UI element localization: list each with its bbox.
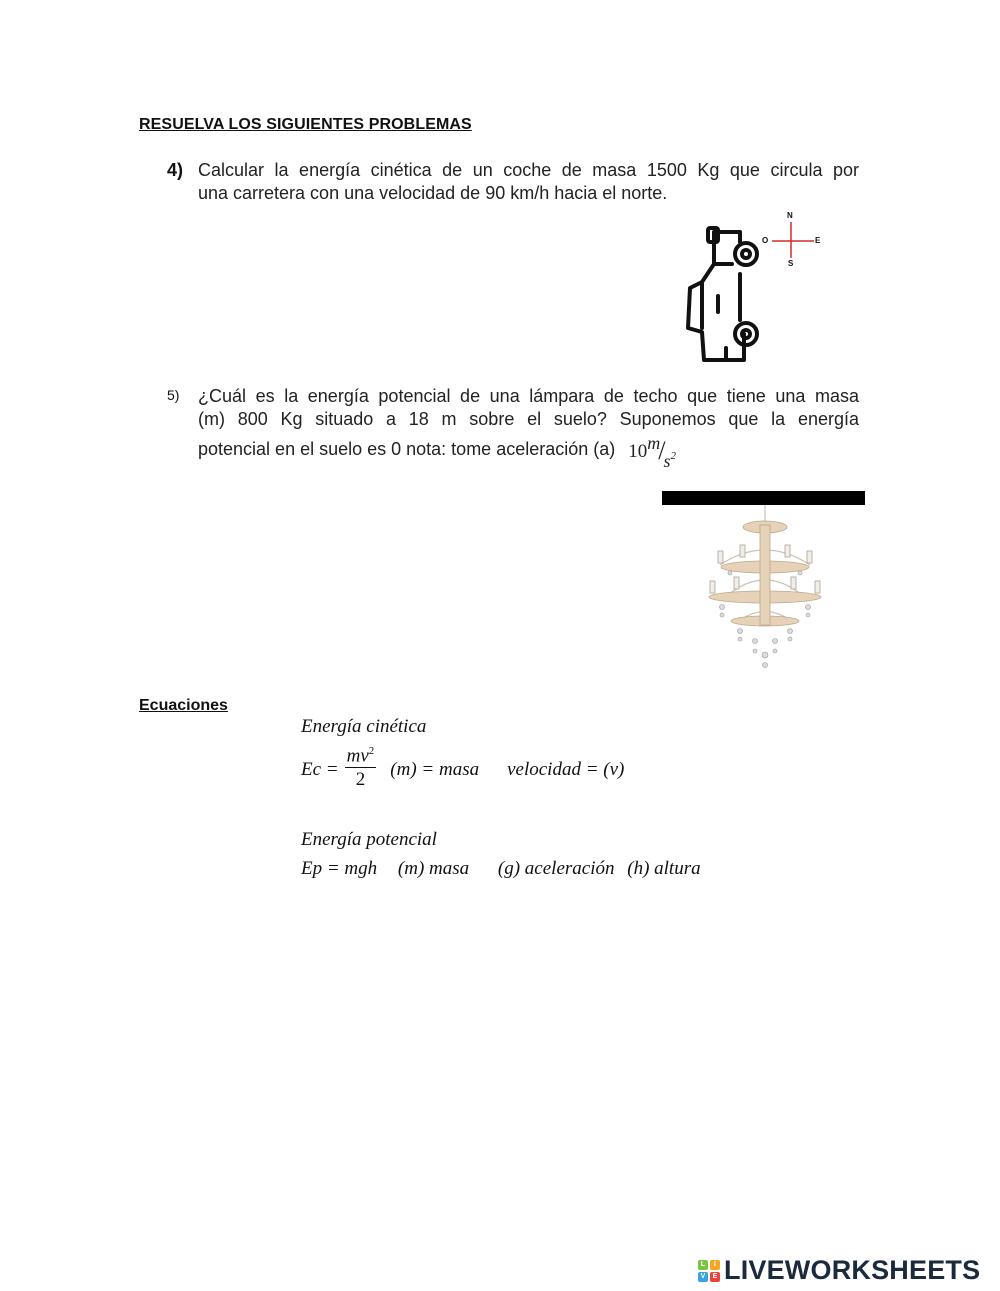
kinetic-lhs: Ec = [301, 759, 339, 781]
problem-4-number: 4) [167, 160, 184, 180]
car-icon [682, 224, 762, 366]
liveworksheets-logo [698, 1255, 980, 1286]
problem-5-line-3-text: potencial en el suelo es 0 nota: tome aceleración (a) [198, 439, 616, 459]
problem-4-line-2: una carretera con una velocidad de 90 km/h hacia el norte. [198, 183, 668, 203]
compass-west: O [762, 236, 769, 245]
compass-north: N [787, 211, 793, 220]
potential-accel-def: (g) aceleración [497, 858, 615, 879]
problem-5-line-3 [198, 433, 859, 471]
chandelier-icon [700, 505, 830, 673]
potential-energy-title: Energía potencial [301, 829, 437, 850]
potential-energy-formula [301, 858, 701, 880]
equations-heading: Ecuaciones [139, 697, 228, 714]
compass-south: S [788, 259, 794, 268]
problem-5-text [198, 385, 859, 471]
kinetic-velocity-def: velocidad = (v) [507, 759, 625, 781]
logo-badge-icon: L I V E [698, 1260, 720, 1282]
acceleration-unit-s: s [663, 451, 671, 471]
kinetic-fraction [345, 740, 377, 792]
kinetic-mass-def: (m) = masa [390, 759, 480, 781]
kinetic-energy-formula [301, 744, 624, 796]
problem-4-text [198, 159, 859, 205]
problem-5-line-1: ¿Cuál es la energía potencial de una lámpara de techo que tiene una masa [198, 386, 859, 406]
acceleration-unit-m: m [647, 433, 661, 453]
kinetic-denominator: 2 [355, 769, 366, 791]
kinetic-energy-title: Energía cinética [301, 716, 427, 737]
compass [762, 210, 826, 272]
potential-mass-def: (m) masa [397, 858, 470, 879]
kinetic-numerator: mv [346, 745, 369, 767]
compass-east: E [815, 236, 821, 245]
acceleration-number: 10 [628, 441, 648, 462]
problem-5-line-2: (m) 800 Kg situado a 18 m sobre el suelo? Suponemos que la energía [198, 409, 859, 429]
problem-5-number: 5) [167, 387, 180, 403]
ceiling-bar [662, 491, 865, 505]
problem-4-line-1: Calcular la energía cinética de un coche de masa 1500 Kg que circula por [198, 160, 859, 180]
logo-text: LIVEWORKSHEETS [724, 1255, 981, 1285]
acceleration-unit-exp: 2 [670, 450, 677, 462]
acceleration-value: 10m/s2 [628, 433, 677, 471]
page-heading: RESUELVA LOS SIGUIENTES PROBLEMAS [139, 116, 472, 133]
potential-height-def: (h) altura [627, 858, 701, 879]
potential-formula: Ep = mgh [301, 858, 378, 879]
kinetic-exponent: 2 [368, 745, 375, 757]
